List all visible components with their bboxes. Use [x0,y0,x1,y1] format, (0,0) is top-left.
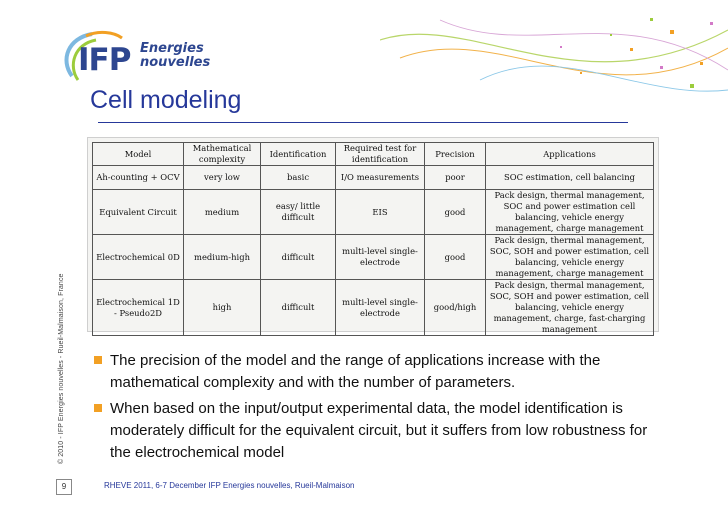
cell-model: Electrochemical 1D - Pseudo2D [93,280,184,336]
header-precision: Precision [425,143,486,166]
header-identification: Identification [261,143,336,166]
cell-required-test: multi-level single-electrode [336,235,425,280]
cell-applications: Pack design, thermal management, SOC, SOH and power estimation, cell balancing, vehicle energy management, charge management [486,235,654,280]
cell-precision: good [425,190,486,235]
logo-line-1: Energies [140,41,204,56]
table-row [93,166,654,190]
cell-identification: difficult [261,235,336,280]
cell-identification: difficult [261,280,336,336]
header-required-test: Required test for identification [336,143,425,166]
cell-applications: SOC estimation, cell balancing [486,166,654,190]
bullet-point [94,398,654,464]
cell-precision: poor [425,166,486,190]
logo-wordmark [140,42,210,70]
header-applications: Applications [486,143,654,166]
slide-title: Cell modeling [90,86,242,114]
cell-complexity: medium-high [184,235,261,280]
orange-square-bullet-icon [94,356,102,364]
footer-text: RHEVE 2011, 6-7 December IFP Energies nouvelles, Rueil-Malmaison [104,481,355,490]
table-row [93,190,654,235]
cell-required-test: multi-level single-electrode [336,280,425,336]
logo-line-2: nouvelles [140,55,211,70]
table-row [93,280,654,336]
title-underline [98,122,628,123]
cell-complexity: very low [184,166,261,190]
table-header-row [93,143,654,166]
model-comparison-table [92,142,654,336]
header-model: Model [93,143,184,166]
cell-applications: Pack design, thermal management, SOC, SOH and power estimation, cell balancing, vehicle energy management, charge, fast-charging management [486,280,654,336]
cell-identification: easy/ little difficult [261,190,336,235]
table-row [93,235,654,280]
cell-applications: Pack design, thermal management, SOC and power estimation cell balancing, vehicle energy management, charge management [486,190,654,235]
ifp-logo [58,30,211,90]
logo-mark: IFP [78,42,131,78]
bullet-text: When based on the input/output experimental data, the model identification is moderately difficult for the equivalent circuit, but it suffers from low robustness for the electrochemical model [110,400,648,461]
header-complexity: Mathematical complexity [184,143,261,166]
cell-complexity: high [184,280,261,336]
orange-square-bullet-icon [94,404,102,412]
cell-identification: basic [261,166,336,190]
cell-model: Equivalent Circuit [93,190,184,235]
cell-precision: good/high [425,280,486,336]
decorative-swirl-icon [380,0,728,120]
cell-precision: good [425,235,486,280]
cell-complexity: medium [184,190,261,235]
bullet-point [94,350,654,394]
model-comparison-table-image [87,137,659,332]
cell-model: Electrochemical 0D [93,235,184,280]
cell-model: Ah-counting + OCV [93,166,184,190]
copyright-side-text: © 2010 - IFP Energies nouvelles - Rueil-Malmaison, France [58,273,65,464]
cell-required-test: I/O measurements [336,166,425,190]
page-number: 9 [56,479,72,495]
bullet-text: The precision of the model and the range of applications increase with the mathematical complexity and with the number of parameters. [110,352,601,391]
cell-required-test: EIS [336,190,425,235]
